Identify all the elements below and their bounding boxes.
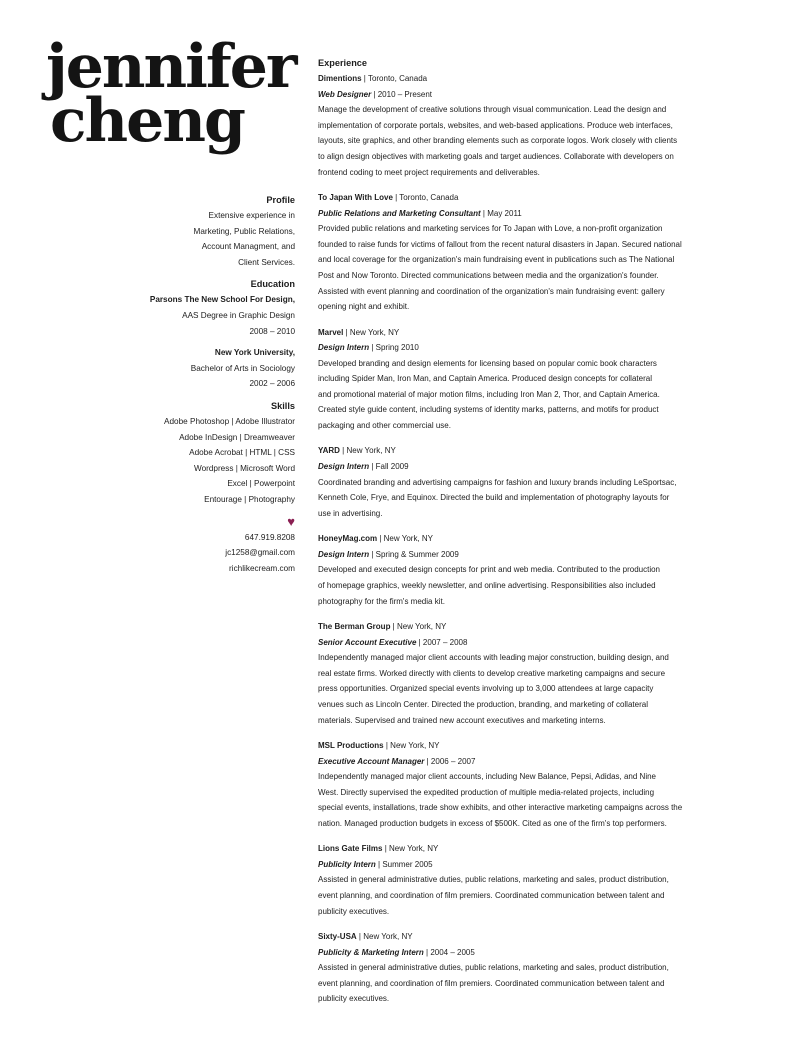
job-role-line [318,635,748,651]
job-description-line: Assisted in general administrative duties, public relations, marketing and sales, product distribution, [318,963,669,973]
contact-phone: 647.919.8208 [244,532,295,542]
job-company: The Berman Group [318,621,391,631]
experience-section [318,56,748,1017]
school-name: Parsons The New School For Design, [149,295,295,305]
job-location: | New York, NY [356,932,413,942]
job-company: Lions Gate Films [318,844,383,854]
job-dates: | Spring & Summer 2009 [369,549,459,559]
heart-icon: ♥ [287,513,295,529]
job-entry [318,619,748,728]
job-company: Marvel [318,327,344,337]
job-description-line: event planning, and coordination of film premiers. Coordinated communication between talent and [318,978,665,988]
job-dates: | Fall 2009 [369,462,409,472]
job-description-line: Independently managed major client accounts, including New Balance, Pepsi, Adidas, and Nine [318,772,656,782]
job-description-line: real estate firms. Worked directly with clients to develop creative marketing campaigns and secure [318,668,666,678]
job-dates: | 2006 – 2007 [424,756,476,766]
skills-line: Excel | Powerpoint [227,479,295,489]
job-description-line: implementation of corporate portals, websites, and web-based applications. Produce web interfaces, [318,120,673,130]
job-role-line [318,87,748,103]
profile-section [60,192,295,270]
skills-heading: Skills [270,400,295,411]
job-role-line [318,547,748,563]
job-company-line [318,443,748,459]
job-location: | New York, NY [377,534,434,544]
job-description-line: packaging and other commercial use. [318,421,451,431]
job-description-line: venues such as Lincoln Center. Directed the production, branding, and marketing of collateral [318,699,648,709]
profile-line: Marketing, Public Relations, [193,226,295,236]
job-company-line [318,619,748,635]
education-heading: Education [250,279,295,290]
job-description-line: including Spider Man, Iron Man, and Captain America. Produced design concepts for collateral [318,374,652,384]
job-company: HoneyMag.com [318,534,378,544]
job-role-line [318,945,748,961]
contact-website[interactable]: richlikecream.com [229,563,295,573]
job-company-line [318,531,748,547]
job-description-line: Developed and executed design concepts for print and web media. Contributed to the production [318,565,660,575]
job-location: | New York, NY [383,740,440,750]
job-location: | New York, NY [382,844,439,854]
profile-heading: Profile [266,195,295,205]
job-description-line: Assisted in general administrative duties, public relations, marketing and sales, product distribution, [318,875,669,885]
job-entry [318,531,748,609]
profile-line: Account Managment, and [201,242,295,252]
job-description-line: Assisted with event planning and coordination of the organization's main fundraising event: gallery [318,286,665,296]
job-role: Design Intern [318,462,370,472]
school-degree: Bachelor of Arts in Sociology [190,363,295,373]
job-description-line: materials. Supervised and trained new account executives and marketing interns. [318,715,606,725]
skills-line: Adobe InDesign | Dreamweaver [179,432,295,442]
job-description-line: founded to raise funds for victims of fallout from the recent natural disasters in Japan. Secured national [318,239,682,249]
job-role-line [318,754,748,770]
job-dates: | 2010 – Present [371,89,432,99]
job-role-line [318,340,748,356]
school-years: 2008 – 2010 [249,326,295,336]
job-company: To Japan With Love [318,192,393,202]
job-description-line: Developed branding and design elements for licensing based on popular comic book characters [318,358,657,368]
job-role-line [318,857,748,873]
job-dates: | 2007 – 2008 [416,637,468,647]
job-description-line: and local coverage for the organization's main fundraising event in publications such as The National [318,255,675,265]
job-role: Web Designer [318,89,372,99]
job-dates: | Summer 2005 [375,859,433,869]
job-company: MSL Productions [318,740,384,750]
job-entry [318,190,748,315]
job-company-line [318,738,748,754]
job-role: Design Intern [318,343,370,353]
job-role-line [318,206,748,222]
job-location: | New York, NY [390,621,447,631]
school-name: New York University, [214,348,295,358]
job-dates: | May 2011 [480,208,522,218]
job-entry [318,929,748,1007]
name-first: jennifer [46,32,296,102]
job-dates: | Spring 2010 [369,343,419,353]
job-company-line [318,190,748,206]
job-description-line: publicity executives. [318,994,390,1004]
job-role: Design Intern [318,549,370,559]
skills-line: Adobe Photoshop | Adobe Illustrator [164,416,295,426]
job-description-line: opening night and exhibit. [318,302,410,312]
job-location: | Toronto, Canada [392,192,459,202]
job-description-line: Manage the development of creative solutions through visual communication. Lead the design and [318,105,667,115]
job-description-line: frontend coding to meet project requirements and deliverables. [318,167,540,177]
profile-line: Client Services. [238,257,295,267]
job-description-line: event planning, and coordination of film premiers. Coordinated communication between talent and [318,891,665,901]
skills-line: Entourage | Photography [204,494,295,504]
job-dates: | 2004 – 2005 [423,947,475,957]
skills-line: Adobe Acrobat | HTML | CSS [189,448,295,458]
job-description-line: layouts, site graphics, and other branding elements such as corporate logos. Work closely with clients [318,136,678,146]
job-company-line [318,325,748,341]
contact-section [60,530,295,577]
skills-section [60,398,295,508]
job-role: Publicity Intern [318,859,376,869]
contact-email[interactable]: jc1258@gmail.com [225,548,295,558]
school-years: 2002 – 2006 [249,379,295,389]
experience-heading: Experience [318,58,368,68]
job-description-line: nation. Managed production budgets in excess of $500K. Cited as one of the firm's top performers. [318,818,667,828]
job-role: Senior Account Executive [318,637,417,647]
name-last: cheng [50,86,244,156]
job-company: Sixty-USA [318,932,357,942]
job-role: Public Relations and Marketing Consultant [318,208,481,218]
job-location: | Toronto, Canada [361,74,428,83]
job-description-line: Kenneth Cole, Frye, and Equinox. Directed the build and implementation of photography layouts for [318,493,670,503]
job-description-line: publicity executives. [318,906,390,916]
job-role-line [318,459,748,475]
job-description-line: of homepage graphics, weekly newsletter, and online advertising. Responsibilities also included [318,581,656,590]
job-description-line: use in advertising. [318,508,383,518]
profile-line: Extensive experience in [208,211,295,220]
school-degree: AAS Degree in Graphic Design [182,310,295,320]
skills-line: Wordpress | Microsoft Word [193,463,295,473]
job-entry [318,71,748,180]
resume-name [46,32,306,156]
job-list [318,71,748,1007]
job-role: Executive Account Manager [318,756,425,766]
job-description-line: Independently managed major client accounts with leading major construction, building design, and [318,653,669,663]
job-description-line: press opportunities. Organized special events involving up to 3,000 attendees at large capacity [318,684,654,694]
education-section [60,276,295,392]
job-description-line: Coordinated branding and advertising campaigns for fashion and luxury brands including LeSportsac, [318,477,677,487]
job-entry [318,738,748,832]
job-company-line [318,71,748,87]
job-location: | New York, NY [339,446,396,456]
job-company: Dimentions [318,74,362,83]
job-description-line: photography for the firm's media kit. [318,596,445,606]
job-description-line: Provided public relations and marketing services for To Japan with Love, a non-profit organization [318,224,663,234]
job-description-line: Post and Now Toronto. Directed communications between media and the organization's founder. [318,270,659,280]
job-company-line [318,841,748,857]
job-company-line [318,929,748,945]
job-description-line: West. Directly supervised the expedited production of multiple media-related projects, including [318,787,655,797]
job-entry [318,841,748,919]
job-role: Publicity & Marketing Intern [318,947,424,957]
sidebar [60,192,295,576]
job-description-line: and promotional material of major motion films, including Iron Man 2, Thor, and Captain America. [318,389,660,399]
job-description-line: special events, installations, trade show exhibits, and other interactive marketing campaigns across the [318,803,683,813]
job-entry [318,443,748,521]
job-location: | New York, NY [343,327,400,337]
job-entry [318,325,748,434]
job-description-line: to align design objectives with marketing goals and target audiences. Collaborate with developers on [318,151,674,161]
job-description-line: Created style guide content, including systems of identity marks, patterns, and motifs for product [318,405,659,415]
job-company: YARD [318,446,340,456]
